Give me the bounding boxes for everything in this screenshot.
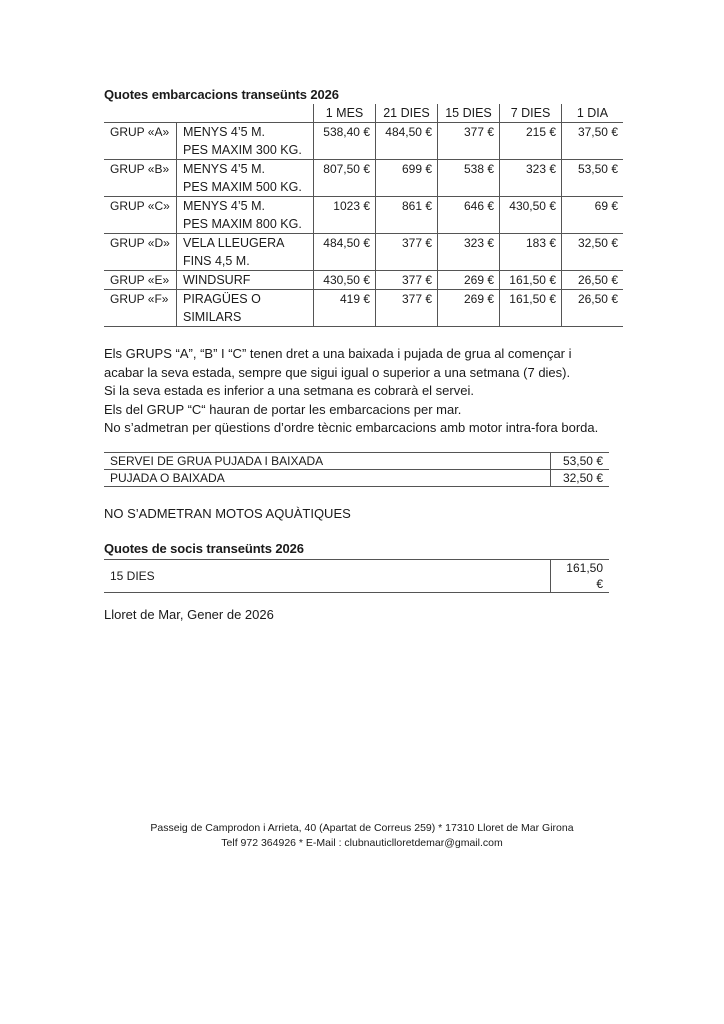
column-header-1-day: 1 DIA (562, 104, 624, 123)
group-label: GRUP «C» (104, 197, 177, 234)
description-line-1: WINDSURF (183, 273, 251, 287)
price-cell: 538,40 € (314, 123, 376, 160)
note-line: acabar la seva estada, sempre que sigui igual o superior a una setmana (7 dies). (104, 364, 571, 380)
group-label: GRUP «F» (104, 290, 177, 327)
section-title-member-transients: Quotes de socis transeünts 2026 (104, 541, 304, 556)
note-line: Els del GRUP “C“ hauran de portar les embarcacions per mar. (104, 401, 462, 417)
description-line-1: PIRAGÜES O (183, 292, 261, 306)
description-line-1: MENYS 4’5 M. (183, 125, 265, 139)
price-cell: 53,50 € (562, 160, 624, 197)
duration-label: 15 DIES (104, 560, 551, 593)
price-cell: 1023 € (314, 197, 376, 234)
table-row (104, 453, 609, 470)
transient-boats-price-table (104, 104, 623, 327)
price-cell: 69 € (562, 197, 624, 234)
section-title-transient-boats: Quotes embarcacions transeünts 2026 (104, 87, 339, 102)
note-line: No s’admetran per qüestions d’ordre tècnic embarcacions amb motor intra-fora borda. (104, 420, 599, 435)
group-description (177, 234, 314, 271)
conditions-notes (104, 345, 644, 438)
group-label: GRUP «D» (104, 234, 177, 271)
table-row (104, 560, 609, 593)
column-header-21-days: 21 DIES (376, 104, 438, 123)
member-price: 161,50 € (551, 560, 610, 593)
column-header-15-days: 15 DIES (438, 104, 500, 123)
table-row (104, 123, 623, 160)
column-header-7-days: 7 DIES (500, 104, 562, 123)
description-line-2: PES MAXIM 300 KG. (183, 143, 302, 157)
price-cell: 430,50 € (314, 271, 376, 290)
price-cell: 377 € (376, 234, 438, 271)
price-cell: 377 € (376, 290, 438, 327)
crane-service-table (104, 452, 609, 487)
price-cell: 419 € (314, 290, 376, 327)
table-row (104, 197, 623, 234)
price-cell: 807,50 € (314, 160, 376, 197)
price-cell: 861 € (376, 197, 438, 234)
price-cell: 323 € (500, 160, 562, 197)
price-cell: 37,50 € (562, 123, 624, 160)
price-cell: 484,50 € (314, 234, 376, 271)
price-cell: 32,50 € (562, 234, 624, 271)
service-label: PUJADA O BAIXADA (104, 470, 551, 487)
service-price: 53,50 € (551, 453, 610, 470)
group-description (177, 271, 314, 290)
service-price: 32,50 € (551, 470, 610, 487)
group-label: GRUP «E» (104, 271, 177, 290)
price-cell: 538 € (438, 160, 500, 197)
table-row (104, 290, 623, 327)
group-label: GRUP «A» (104, 123, 177, 160)
header-blank (177, 104, 314, 123)
member-transient-table (104, 559, 609, 593)
footer-contact: Telf 972 364926 * E-Mail : clubnauticlloretdemar@gmail.com (221, 837, 503, 849)
price-cell: 323 € (438, 234, 500, 271)
no-jetski-notice: NO S’ADMETRAN MOTOS AQUÀTIQUES (104, 506, 351, 521)
group-description (177, 123, 314, 160)
price-cell: 26,50 € (562, 271, 624, 290)
note-line: Si la seva estada es inferior a una setmana es cobrarà el servei. (104, 383, 474, 398)
price-cell: 26,50 € (562, 290, 624, 327)
price-cell: 377 € (438, 123, 500, 160)
price-cell: 215 € (500, 123, 562, 160)
price-cell: 269 € (438, 290, 500, 327)
price-cell: 430,50 € (500, 197, 562, 234)
price-cell: 699 € (376, 160, 438, 197)
price-cell: 484,50 € (376, 123, 438, 160)
price-cell: 646 € (438, 197, 500, 234)
header-blank (104, 104, 177, 123)
description-line-1: VELA LLEUGERA (183, 236, 285, 250)
group-label: GRUP «B» (104, 160, 177, 197)
price-cell: 377 € (376, 271, 438, 290)
table-row (104, 234, 623, 271)
price-cell: 183 € (500, 234, 562, 271)
service-label: SERVEI DE GRUA PUJADA I BAIXADA (104, 453, 551, 470)
table-row (104, 160, 623, 197)
group-description (177, 290, 314, 327)
description-line-2: FINS 4,5 M. (183, 254, 250, 268)
place-and-date: Lloret de Mar, Gener de 2026 (104, 607, 274, 622)
description-line-2: PES MAXIM 500 KG. (183, 180, 302, 194)
table-row (104, 470, 609, 487)
price-cell: 161,50 € (500, 271, 562, 290)
group-description (177, 160, 314, 197)
table-header-row (104, 104, 623, 123)
description-line-2: SIMILARS (183, 310, 242, 324)
price-cell: 161,50 € (500, 290, 562, 327)
description-line-1: MENYS 4’5 M. (183, 199, 265, 213)
note-line: Els GRUPS “A”, “B” I “C” tenen dret a una baixada i pujada de grua al començar i (104, 346, 572, 361)
table-row (104, 271, 623, 290)
description-line-1: MENYS 4’5 M. (183, 162, 265, 176)
footer-address: Passeig de Camprodon i Arrieta, 40 (Apartat de Correus 259) * 17310 Lloret de Mar Girona (150, 822, 574, 834)
footer (0, 821, 724, 851)
column-header-1-month: 1 MES (314, 104, 376, 123)
price-cell: 269 € (438, 271, 500, 290)
description-line-2: PES MAXIM 800 KG. (183, 217, 302, 231)
group-description (177, 197, 314, 234)
